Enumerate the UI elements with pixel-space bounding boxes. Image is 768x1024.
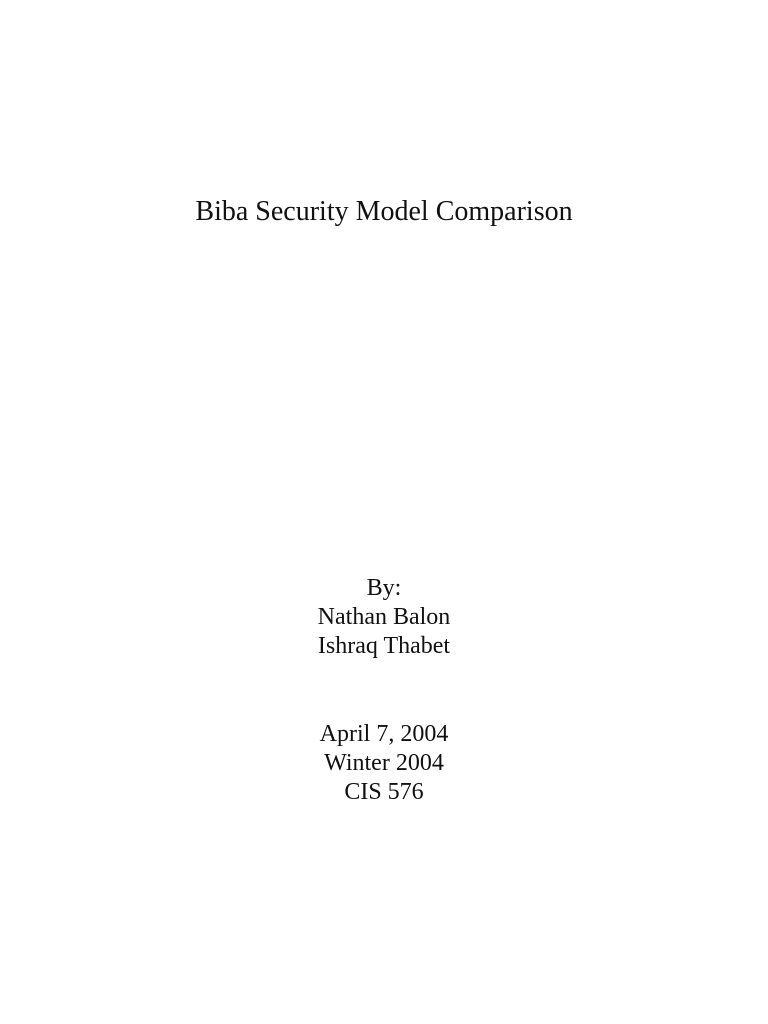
authors-block [0, 574, 768, 661]
document-info-block [0, 720, 768, 807]
document-date: April 7, 2004 [319, 721, 449, 747]
by-label: By: [366, 575, 402, 601]
term-label: Winter 2004 [324, 750, 444, 776]
author-name: Ishraq Thabet [317, 633, 451, 659]
course-label: CIS 576 [344, 779, 424, 805]
author-name: Nathan Balon [317, 604, 451, 630]
document-title: Biba Security Model Comparison [195, 196, 573, 227]
